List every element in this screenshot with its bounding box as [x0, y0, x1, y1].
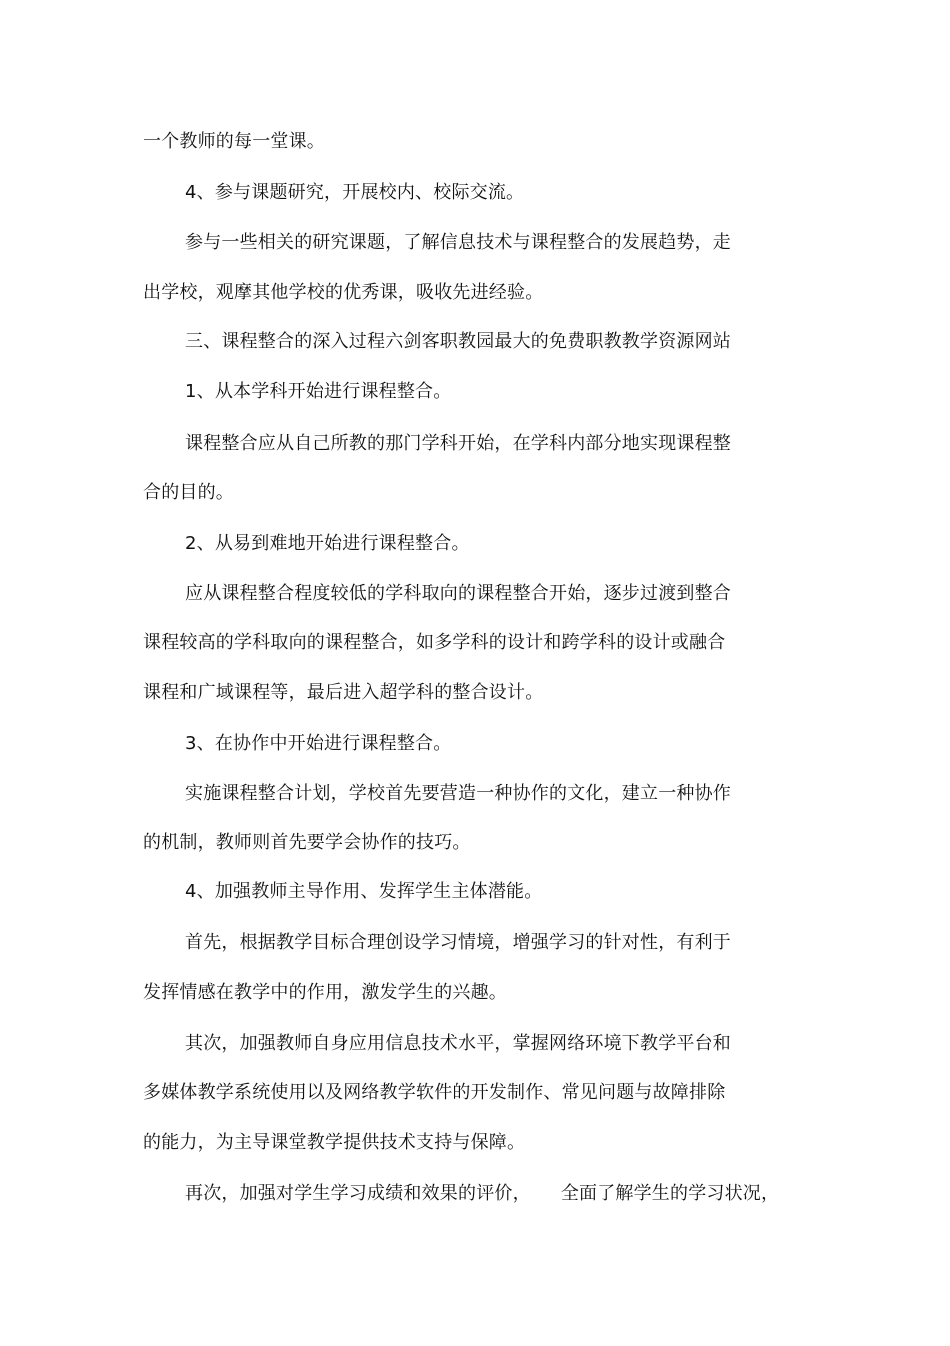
- text-line: 课程较高的学科取向的课程整合，如多学科的设计和跨学科的设计或融合: [143, 632, 726, 653]
- section-heading: 4、参与课题研究，开展校内、校际交流。: [185, 182, 525, 203]
- text-line: 实施课程整合计划，学校首先要营造一种协作的文化，建立一种协作: [185, 783, 731, 804]
- section-heading: 2、从易到难地开始进行课程整合。: [185, 533, 470, 554]
- text-line: 出学校，观摩其他学校的优秀课，吸收先进经验。: [143, 282, 544, 303]
- text-line: 合的目的。: [143, 482, 234, 503]
- section-heading: 1、从本学科开始进行课程整合。: [185, 381, 452, 402]
- text-line: 应从课程整合程度较低的学科取向的课程整合开始，逐步过渡到整合: [185, 583, 731, 604]
- section-heading: 4、加强教师主导作用、发挥学生主体潜能。: [185, 881, 543, 902]
- text-line: 其次，加强教师自身应用信息技术水平，掌握网络环境下教学平台和: [185, 1033, 731, 1054]
- text-line: 一个教师的每一堂课。: [143, 131, 325, 152]
- text-line: 发挥情感在教学中的作用，激发学生的兴趣。: [143, 982, 507, 1003]
- text-line: 课程和广域课程等，最后进入超学科的整合设计。: [143, 682, 544, 703]
- text-line: 多媒体教学系统使用以及网络教学软件的开发制作、常见问题与故障排除: [143, 1082, 726, 1103]
- text-line: 首先，根据教学目标合理创设学习情境，增强学习的针对性，有利于: [185, 932, 731, 953]
- text-line: 参与一些相关的研究课题，了解信息技术与课程整合的发展趋势，走: [185, 232, 731, 253]
- section-heading: 三、课程整合的深入过程六剑客职教园最大的免费职教教学资源网站: [185, 331, 731, 352]
- text-line: 课程整合应从自己所教的那门学科开始，在学科内部分地实现课程整: [185, 433, 731, 454]
- text-segment: 全面了解学生的学习状况，: [560, 1183, 780, 1204]
- text-line: 的机制，教师则首先要学会协作的技巧。: [143, 832, 471, 853]
- section-heading: 3、在协作中开始进行课程整合。: [185, 733, 452, 754]
- text-line: 的能力，为主导课堂教学提供技术支持与保障。: [143, 1132, 526, 1153]
- text-line: [185, 1182, 779, 1206]
- text-segment: 再次，加强对学生学习成绩和效果的评价，: [185, 1183, 531, 1204]
